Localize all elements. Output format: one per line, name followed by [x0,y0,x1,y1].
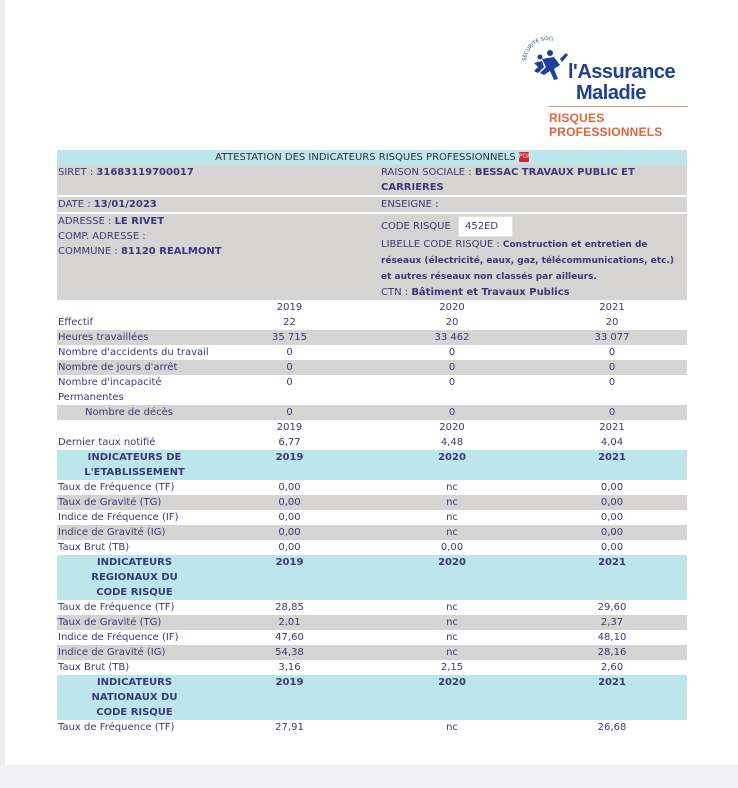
effectif-value: 0 [367,375,537,405]
section-year: 2021 [537,675,687,720]
indicator-value: 48,10 [537,630,687,645]
commune-value: 81120 REALMONT [120,246,222,257]
document-title [57,150,687,165]
indicator-label: Taux Brut (TB) [57,660,212,675]
assurance-maladie-logo [520,35,690,139]
indicator-label: Indice de Gravité (IG) [57,525,212,540]
indicator-value: 0,00 [212,540,367,555]
indicator-value: 47,60 [212,630,367,645]
indicator-value: 2,60 [537,660,687,675]
indicator-row [57,495,687,510]
indicator-value: 27,91 [212,720,367,735]
section-title: INDICATEURS DE L'ETABLISSEMENT [57,450,212,480]
indicator-value: 0,00 [212,510,367,525]
indicator-value: 0,00 [212,525,367,540]
indicator-value: 0,00 [537,510,687,525]
indicator-row [57,480,687,495]
bottom-status-bar [0,765,738,788]
taux-value: 6,77 [212,435,367,450]
section-header-row [57,450,687,480]
libelle-label: LIBELLE CODE RISQUE : [381,239,500,250]
effectif-value: 0 [367,360,537,375]
indicator-value: 2,37 [537,615,687,630]
section-year: 2021 [537,555,687,600]
indicator-value: 28,85 [212,600,367,615]
section-year: 2019 [212,450,367,480]
effectif-row [57,345,687,360]
title-text: ATTESTATION DES INDICATEURS RISQUES PROFESSIONNELS [215,152,516,163]
adresse-value: LE RIVET [114,216,165,227]
year-2020: 2020 [367,420,537,435]
siret-value: 31683119700017 [96,167,194,178]
effectif-value: 0 [367,405,537,420]
year-header-blank [57,300,212,315]
effectif-value: 0 [212,375,367,405]
indicator-value: 29,60 [537,600,687,615]
indicator-value: nc [367,600,537,615]
year-2019: 2019 [212,420,367,435]
section-year: 2020 [367,555,537,600]
date-cell [57,196,380,213]
effectif-value: 0 [367,345,537,360]
indicator-value: 26,68 [537,720,687,735]
indicator-value: nc [367,645,537,660]
libelle-value: Construction et entretien de réseaux (électricité, eaux, gaz, télécommunications, etc.) et autres réseaux non classés par ailleurs. [381,240,674,282]
section-header-row [57,555,687,600]
taux-value: 4,48 [367,435,537,450]
effectif-value: 33 462 [367,330,537,345]
indicator-value: 0,00 [537,495,687,510]
indicator-value: 2,01 [212,615,367,630]
logo-line1: l'Assurance [568,61,676,83]
effectif-value: 0 [212,360,367,375]
code-risque-cell [380,213,687,300]
logo-line3: RISQUES PROFESSIONNELS [549,111,663,139]
indicator-label: Taux Brut (TB) [57,540,212,555]
effectif-row [57,360,687,375]
pdf-icon[interactable]: PDF [518,153,531,160]
effectif-value: 0 [537,405,687,420]
effectif-row [57,375,687,405]
indicator-value: 28,16 [537,645,687,660]
logo-line2: Maladie [576,82,646,104]
indicator-row [57,510,687,525]
indicator-label: Taux de Gravité (TG) [57,615,212,630]
year-header-blank [57,420,212,435]
left-scroll-edge [0,0,5,765]
section-title: INDICATEURS REGIONAUX DU CODE RISQUE [57,555,212,600]
effectif-value: 0 [212,345,367,360]
indicator-value: 0,00 [537,480,687,495]
indicator-label: Taux de Fréquence (TF) [57,720,212,735]
section-header-row [57,675,687,720]
indicator-value: 0,00 [537,525,687,540]
section-title: INDICATEURS NATIONAUX DU CODE RISQUE [57,675,212,720]
effectif-value: 0 [537,360,687,375]
effectif-value: 33 077 [537,330,687,345]
indicator-value: nc [367,525,537,540]
enseigne-label: ENSEIGNE : [381,199,439,210]
indicator-value: 0,00 [212,495,367,510]
indicator-value: nc [367,720,537,735]
effectif-row-label: Nombre d'accidents du travail [57,345,212,360]
indicator-value: nc [367,630,537,645]
indicator-row [57,660,687,675]
attestation-document [57,150,687,735]
code-risque-value: 452ED [458,216,513,237]
effectif-row [57,315,687,330]
effectif-row-label: Nombre d'incapacité Permanentes [57,375,212,405]
statistics-table [57,300,687,735]
indicator-label: Taux de Gravité (TG) [57,495,212,510]
indicator-value: nc [367,480,537,495]
effectif-row [57,330,687,345]
year-2021: 2021 [537,300,687,315]
effectif-row-label: Nombre de décès [57,405,212,420]
taux-label: Dernier taux notifié [57,435,212,450]
effectif-value: 35 715 [212,330,367,345]
indicator-value: nc [367,615,537,630]
ctn-value: Bâtiment et Travaux Publics [411,287,570,298]
logo-divider [548,106,688,107]
indicator-value: 3,16 [212,660,367,675]
siret-cell [57,165,380,196]
indicator-value: 0,00 [212,480,367,495]
adresse-cell [57,213,380,300]
effectif-value: 22 [212,315,367,330]
info-table [57,150,687,300]
indicator-value: 0,00 [537,540,687,555]
indicator-value: nc [367,510,537,525]
effectif-value: 20 [537,315,687,330]
indicator-row [57,600,687,615]
date-label: DATE : [58,199,91,210]
indicator-label: Taux de Fréquence (TF) [57,480,212,495]
siret-label: SIRET : [58,167,94,178]
indicator-value: 0,00 [367,540,537,555]
enseigne-cell [380,196,687,213]
indicator-value: 2,15 [367,660,537,675]
indicator-row [57,645,687,660]
year-header-row [57,300,687,315]
year-2021: 2021 [537,420,687,435]
effectif-row [57,405,687,420]
svg-text:SÉCURITÉ SOCIALE: SÉCURITÉ SOCI [521,36,555,62]
taux-value: 4,04 [537,435,687,450]
effectif-value: 0 [537,345,687,360]
indicator-label: Indice de Fréquence (IF) [57,630,212,645]
section-year: 2019 [212,555,367,600]
effectif-value: 0 [212,405,367,420]
year-header-row [57,420,687,435]
indicator-row [57,630,687,645]
section-year: 2020 [367,675,537,720]
raison-sociale-label: RAISON SOCIALE : [381,167,472,178]
effectif-value: 0 [537,375,687,405]
effectif-row-label: Nombre de jours d'arrêt [57,360,212,375]
indicator-row [57,525,687,540]
indicator-value: 54,38 [212,645,367,660]
date-value: 13/01/2023 [93,199,157,210]
indicator-row [57,540,687,555]
raison-sociale-value: BESSAC TRAVAUX PUBLIC ET CARRIERES [381,167,635,193]
section-year: 2021 [537,450,687,480]
indicator-value: nc [367,495,537,510]
commune-label: COMMUNE : [58,246,118,257]
effectif-row-label: Effectif [57,315,212,330]
comp-adresse-label: COMP. ADRESSE : [58,231,146,242]
indicator-label: Taux de Fréquence (TF) [57,600,212,615]
indicator-row [57,720,687,735]
year-2020: 2020 [367,300,537,315]
ctn-label: CTN : [381,287,409,298]
section-year: 2020 [367,450,537,480]
code-risque-label: CODE RISQUE [381,221,451,232]
indicator-label: Indice de Fréquence (IF) [57,510,212,525]
section-year: 2019 [212,675,367,720]
taux-row [57,435,687,450]
effectif-row-label: Heures travaillées [57,330,212,345]
indicator-row [57,615,687,630]
adresse-label: ADRESSE : [58,216,112,227]
year-2019: 2019 [212,300,367,315]
raison-sociale-cell [380,165,687,196]
effectif-value: 20 [367,315,537,330]
indicator-label: Indice de Gravité (IG) [57,645,212,660]
